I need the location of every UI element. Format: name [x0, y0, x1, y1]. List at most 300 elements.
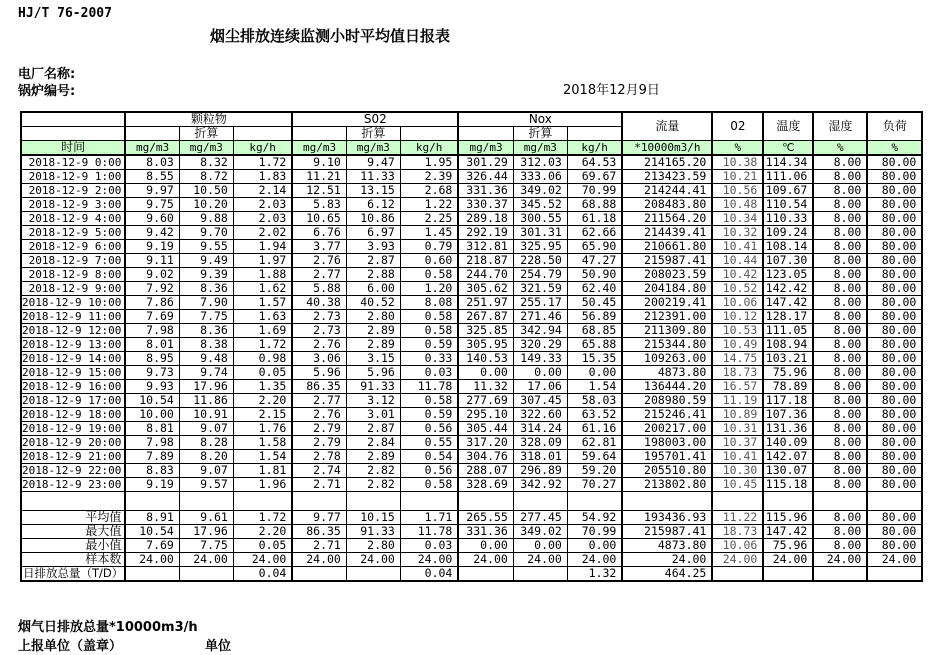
data-cell: 24.00 — [233, 553, 292, 567]
unit-pm-mgm3: mg/m3 — [125, 141, 179, 156]
data-cell: 195701.41 — [622, 450, 712, 464]
table-row — [21, 310, 922, 324]
data-cell: 2.20 — [233, 525, 292, 539]
data-cell: 8.08 — [400, 296, 458, 310]
data-cell — [813, 567, 867, 582]
data-cell: 70.99 — [567, 184, 622, 198]
data-cell: 15.35 — [567, 352, 622, 366]
table-row — [21, 268, 922, 282]
row-label: 2018-12-9 0:00 — [21, 155, 125, 170]
data-cell: 11.22 — [712, 511, 763, 525]
data-cell: 10.30 — [712, 464, 763, 478]
data-cell: 109.24 — [763, 226, 813, 240]
data-cell: 2.89 — [346, 324, 400, 338]
unit-nox-converted-mgm3: mg/m3 — [513, 141, 567, 156]
data-cell: 80.00 — [867, 394, 922, 408]
data-cell: 1.35 — [233, 380, 292, 394]
data-cell: 107.30 — [763, 254, 813, 268]
data-cell: 0.58 — [400, 394, 458, 408]
data-cell: 70.99 — [567, 525, 622, 539]
data-cell: 2.80 — [346, 539, 400, 553]
data-cell: 304.76 — [458, 450, 513, 464]
data-cell: 7.86 — [125, 296, 179, 310]
data-cell: 80.00 — [867, 198, 922, 212]
table-row — [21, 240, 922, 254]
data-cell: 24.00 — [622, 553, 712, 567]
data-cell — [292, 492, 346, 511]
data-cell: 7.75 — [179, 539, 233, 553]
col-header-o2: 02 — [712, 112, 763, 141]
data-cell: 2.87 — [346, 254, 400, 268]
data-cell: 0.00 — [567, 366, 622, 380]
table-row — [21, 408, 922, 422]
col-group-nox: Nox — [458, 112, 622, 127]
data-cell: 0.04 — [400, 567, 458, 582]
row-label: 最小值 — [21, 539, 125, 553]
data-cell: 296.89 — [513, 464, 567, 478]
data-cell: 1.96 — [233, 478, 292, 492]
data-cell: 2.73 — [292, 324, 346, 338]
table-row — [21, 380, 922, 394]
data-cell: 111.05 — [763, 324, 813, 338]
data-cell: 40.38 — [292, 296, 346, 310]
data-cell: 288.07 — [458, 464, 513, 478]
data-cell: 10.12 — [712, 310, 763, 324]
data-cell: 8.00 — [813, 212, 867, 226]
data-cell: 56.89 — [567, 310, 622, 324]
data-cell: 8.81 — [125, 422, 179, 436]
data-cell: 0.60 — [400, 254, 458, 268]
data-cell — [400, 492, 458, 511]
data-cell: 2.15 — [233, 408, 292, 422]
data-cell: 228.50 — [513, 254, 567, 268]
data-cell: 11.19 — [712, 394, 763, 408]
corner-cell — [21, 112, 125, 127]
data-cell: 8.00 — [813, 422, 867, 436]
data-cell: 305.44 — [458, 422, 513, 436]
data-cell: 193436.93 — [622, 511, 712, 525]
data-cell: 318.01 — [513, 450, 567, 464]
data-cell: 8.00 — [813, 366, 867, 380]
data-cell: 325.85 — [458, 324, 513, 338]
data-cell: 215987.41 — [622, 254, 712, 268]
table-row — [21, 366, 922, 380]
data-cell: 2.77 — [292, 268, 346, 282]
data-cell: 342.94 — [513, 324, 567, 338]
data-cell: 212391.00 — [622, 310, 712, 324]
data-cell: 10.86 — [346, 212, 400, 226]
data-cell: 110.33 — [763, 212, 813, 226]
data-cell: 312.81 — [458, 240, 513, 254]
data-cell — [179, 567, 233, 582]
data-cell: 17.96 — [179, 525, 233, 539]
data-cell: 0.55 — [400, 436, 458, 450]
data-cell: 2.89 — [346, 338, 400, 352]
data-cell: 8.83 — [125, 464, 179, 478]
data-cell: 8.95 — [125, 352, 179, 366]
data-cell — [622, 492, 712, 511]
data-cell: 8.00 — [813, 324, 867, 338]
row-label: 2018-12-9 18:00 — [21, 408, 125, 422]
data-cell: 9.19 — [125, 240, 179, 254]
data-cell: 24.00 — [712, 553, 763, 567]
data-cell: 80.00 — [867, 212, 922, 226]
data-cell: 24.00 — [567, 553, 622, 567]
data-cell: 0.58 — [400, 268, 458, 282]
table-row — [21, 352, 922, 366]
data-cell: 9.57 — [179, 478, 233, 492]
data-cell: 1.72 — [233, 511, 292, 525]
data-cell: 80.00 — [867, 254, 922, 268]
empty-cell — [400, 127, 458, 141]
unit-o2-percent: % — [712, 141, 763, 156]
data-cell: 1.45 — [400, 226, 458, 240]
data-cell: 24.00 — [458, 553, 513, 567]
data-cell: 314.24 — [513, 422, 567, 436]
data-cell: 59.20 — [567, 464, 622, 478]
units-row — [21, 141, 922, 156]
data-cell: 16.57 — [712, 380, 763, 394]
data-cell: 2.76 — [292, 338, 346, 352]
data-cell: 330.37 — [458, 198, 513, 212]
data-cell: 1.94 — [233, 240, 292, 254]
summary-row — [21, 539, 922, 553]
data-cell: 0.59 — [400, 338, 458, 352]
data-cell: 10.06 — [712, 296, 763, 310]
data-cell: 8.72 — [179, 170, 233, 184]
data-cell: 0.00 — [513, 366, 567, 380]
data-cell: 1.97 — [233, 254, 292, 268]
data-cell: 214244.41 — [622, 184, 712, 198]
row-label: 2018-12-9 12:00 — [21, 324, 125, 338]
data-cell: 8.38 — [179, 338, 233, 352]
data-cell: 2.82 — [346, 464, 400, 478]
data-cell: 114.34 — [763, 155, 813, 170]
data-cell: 17.96 — [179, 380, 233, 394]
data-cell: 5.96 — [346, 366, 400, 380]
data-cell: 62.81 — [567, 436, 622, 450]
data-cell: 305.62 — [458, 282, 513, 296]
empty-cell — [292, 127, 346, 141]
data-cell: 0.59 — [400, 408, 458, 422]
data-cell: 8.00 — [813, 478, 867, 492]
data-cell: 10.65 — [292, 212, 346, 226]
data-cell: 8.00 — [813, 525, 867, 539]
data-cell — [867, 492, 922, 511]
col-header-temperature: 温度 — [763, 112, 813, 141]
row-label: 2018-12-9 4:00 — [21, 212, 125, 226]
page-title: 烟尘排放连续监测小时平均值日报表 — [209, 27, 450, 45]
data-cell: 2.78 — [292, 450, 346, 464]
summary-row — [21, 511, 922, 525]
row-label: 2018-12-9 9:00 — [21, 282, 125, 296]
data-cell: 107.36 — [763, 408, 813, 422]
data-cell: 86.35 — [292, 525, 346, 539]
summary-row — [21, 525, 922, 539]
data-cell: 8.00 — [813, 310, 867, 324]
data-cell: 80.00 — [867, 155, 922, 170]
data-cell: 149.33 — [513, 352, 567, 366]
row-label: 2018-12-9 19:00 — [21, 422, 125, 436]
data-cell: 10.50 — [179, 184, 233, 198]
row-label: 2018-12-9 23:00 — [21, 478, 125, 492]
data-cell: 8.01 — [125, 338, 179, 352]
data-cell — [712, 567, 763, 582]
data-cell: 147.42 — [763, 296, 813, 310]
row-label — [21, 492, 125, 511]
data-cell: 2.71 — [292, 539, 346, 553]
data-cell: 0.04 — [233, 567, 292, 582]
data-cell: 5.88 — [292, 282, 346, 296]
col-header-humidity: 湿度 — [813, 112, 867, 141]
data-cell: 214165.20 — [622, 155, 712, 170]
data-cell — [712, 492, 763, 511]
data-cell: 349.02 — [513, 525, 567, 539]
data-cell: 24.00 — [179, 553, 233, 567]
data-cell: 10.20 — [179, 198, 233, 212]
data-cell: 10.48 — [712, 198, 763, 212]
data-cell — [867, 567, 922, 582]
data-cell: 2.80 — [346, 310, 400, 324]
data-cell: 2.74 — [292, 464, 346, 478]
data-cell: 200219.41 — [622, 296, 712, 310]
data-cell: 1.72 — [233, 338, 292, 352]
col-subheader-converted-pm: 折算 — [179, 127, 233, 141]
data-cell: 50.45 — [567, 296, 622, 310]
table-row — [21, 155, 922, 170]
data-cell: 244.70 — [458, 268, 513, 282]
row-label: 2018-12-9 1:00 — [21, 170, 125, 184]
data-cell: 9.19 — [125, 478, 179, 492]
data-cell: 8.00 — [813, 539, 867, 553]
reporting-unit-label: 上报单位（盖章） — [18, 639, 123, 654]
data-cell: 208483.80 — [622, 198, 712, 212]
data-cell: 7.69 — [125, 539, 179, 553]
data-cell: 80.00 — [867, 422, 922, 436]
data-cell: 80.00 — [867, 464, 922, 478]
data-cell: 0.05 — [233, 539, 292, 553]
data-cell: 136444.20 — [622, 380, 712, 394]
data-cell: 110.54 — [763, 198, 813, 212]
data-cell: 10.15 — [346, 511, 400, 525]
data-cell: 1.22 — [400, 198, 458, 212]
data-cell: 2.02 — [233, 226, 292, 240]
data-cell: 218.87 — [458, 254, 513, 268]
data-cell: 108.94 — [763, 338, 813, 352]
data-cell: 9.48 — [179, 352, 233, 366]
data-cell: 10.41 — [712, 240, 763, 254]
report-date: 2018年12月9日 — [563, 83, 660, 98]
row-label: 2018-12-9 16:00 — [21, 380, 125, 394]
data-cell — [567, 492, 622, 511]
data-cell: 9.10 — [292, 155, 346, 170]
data-cell: 80.00 — [867, 478, 922, 492]
data-cell: 2.39 — [400, 170, 458, 184]
data-cell: 7.89 — [125, 450, 179, 464]
data-cell: 8.20 — [179, 450, 233, 464]
unit-temperature-celsius: ℃ — [763, 141, 813, 156]
data-cell: 8.00 — [813, 464, 867, 478]
data-cell: 2.84 — [346, 436, 400, 450]
data-cell: 0.05 — [233, 366, 292, 380]
data-cell: 130.07 — [763, 464, 813, 478]
col-header-flow: 流量 — [622, 112, 712, 141]
data-cell: 75.96 — [763, 539, 813, 553]
data-cell: 6.12 — [346, 198, 400, 212]
data-cell: 24.00 — [867, 553, 922, 567]
data-cell: 65.88 — [567, 338, 622, 352]
row-label: 2018-12-9 3:00 — [21, 198, 125, 212]
data-cell: 80.00 — [867, 184, 922, 198]
data-cell: 1.76 — [233, 422, 292, 436]
data-cell: 10.32 — [712, 226, 763, 240]
data-cell: 80.00 — [867, 380, 922, 394]
data-cell: 9.75 — [125, 198, 179, 212]
data-cell: 289.18 — [458, 212, 513, 226]
data-cell: 9.11 — [125, 254, 179, 268]
data-cell: 1.83 — [233, 170, 292, 184]
data-cell: 8.03 — [125, 155, 179, 170]
data-cell: 5.83 — [292, 198, 346, 212]
data-cell: 265.55 — [458, 511, 513, 525]
data-cell: 58.03 — [567, 394, 622, 408]
data-cell: 80.00 — [867, 324, 922, 338]
data-cell: 305.95 — [458, 338, 513, 352]
data-cell: 198003.00 — [622, 436, 712, 450]
data-cell: 80.00 — [867, 338, 922, 352]
table-row — [21, 282, 922, 296]
data-cell: 80.00 — [867, 450, 922, 464]
data-cell: 464.25 — [622, 567, 712, 582]
data-cell: 1.72 — [233, 155, 292, 170]
empty-cell — [233, 127, 292, 141]
row-label: 2018-12-9 7:00 — [21, 254, 125, 268]
table-row — [21, 478, 922, 492]
table-row — [21, 394, 922, 408]
data-cell: 1.54 — [567, 380, 622, 394]
data-cell: 109.67 — [763, 184, 813, 198]
data-cell — [125, 567, 179, 582]
data-cell: 64.53 — [567, 155, 622, 170]
data-cell: 2.76 — [292, 254, 346, 268]
data-cell: 8.00 — [813, 394, 867, 408]
data-cell: 7.69 — [125, 310, 179, 324]
data-cell: 9.39 — [179, 268, 233, 282]
data-cell: 8.00 — [813, 155, 867, 170]
data-cell: 331.36 — [458, 184, 513, 198]
data-cell: 9.73 — [125, 366, 179, 380]
row-label: 2018-12-9 17:00 — [21, 394, 125, 408]
data-cell: 80.00 — [867, 296, 922, 310]
data-cell: 9.60 — [125, 212, 179, 226]
unit-humidity-percent: % — [813, 141, 867, 156]
data-cell: 2.87 — [346, 422, 400, 436]
data-cell: 59.64 — [567, 450, 622, 464]
data-cell: 6.97 — [346, 226, 400, 240]
data-cell: 24.00 — [813, 553, 867, 567]
data-cell: 0.00 — [567, 539, 622, 553]
data-cell: 8.36 — [179, 324, 233, 338]
data-cell: 61.16 — [567, 422, 622, 436]
plant-name-label: 电厂名称: — [18, 67, 76, 82]
data-cell: 8.00 — [813, 254, 867, 268]
data-cell: 80.00 — [867, 268, 922, 282]
data-cell: 213802.80 — [622, 478, 712, 492]
data-cell: 292.19 — [458, 226, 513, 240]
data-cell: 307.45 — [513, 394, 567, 408]
row-label: 样本数 — [21, 553, 125, 567]
row-label: 最大值 — [21, 525, 125, 539]
data-cell: 12.51 — [292, 184, 346, 198]
unit-nox-kgh: kg/h — [567, 141, 622, 156]
data-cell: 11.86 — [179, 394, 233, 408]
data-cell: 0.03 — [400, 366, 458, 380]
row-label: 2018-12-9 5:00 — [21, 226, 125, 240]
data-cell: 8.00 — [813, 184, 867, 198]
data-cell: 2.14 — [233, 184, 292, 198]
data-cell — [179, 492, 233, 511]
data-cell: 2.25 — [400, 212, 458, 226]
data-cell: 24.00 — [513, 553, 567, 567]
data-cell: 10.54 — [125, 394, 179, 408]
data-cell: 8.00 — [813, 282, 867, 296]
table-row — [21, 184, 922, 198]
data-cell: 301.31 — [513, 226, 567, 240]
data-cell: 8.00 — [813, 170, 867, 184]
data-cell: 115.18 — [763, 478, 813, 492]
data-cell: 80.00 — [867, 525, 922, 539]
unit-load-percent: % — [867, 141, 922, 156]
data-cell: 13.15 — [346, 184, 400, 198]
row-label: 2018-12-9 14:00 — [21, 352, 125, 366]
data-cell: 80.00 — [867, 408, 922, 422]
data-cell: 205510.80 — [622, 464, 712, 478]
col-header-load: 负荷 — [867, 112, 922, 141]
data-cell — [125, 492, 179, 511]
data-cell: 8.32 — [179, 155, 233, 170]
data-cell: 86.35 — [292, 380, 346, 394]
data-cell: 4873.80 — [622, 366, 712, 380]
data-cell — [458, 567, 513, 582]
data-cell: 8.55 — [125, 170, 179, 184]
table-row — [21, 296, 922, 310]
data-cell: 255.17 — [513, 296, 567, 310]
data-cell: 68.88 — [567, 198, 622, 212]
data-cell: 50.90 — [567, 268, 622, 282]
data-cell: 10.91 — [179, 408, 233, 422]
data-cell: 61.18 — [567, 212, 622, 226]
row-label: 2018-12-9 6:00 — [21, 240, 125, 254]
data-cell: 2.71 — [292, 478, 346, 492]
data-cell: 8.91 — [125, 511, 179, 525]
empty-cell — [21, 127, 125, 141]
data-cell: 1.20 — [400, 282, 458, 296]
data-cell: 111.06 — [763, 170, 813, 184]
row-label: 2018-12-9 2:00 — [21, 184, 125, 198]
data-cell: 1.62 — [233, 282, 292, 296]
data-cell: 18.73 — [712, 525, 763, 539]
empty-cell — [567, 127, 622, 141]
data-cell: 333.06 — [513, 170, 567, 184]
data-cell: 10.53 — [712, 324, 763, 338]
data-cell: 208980.59 — [622, 394, 712, 408]
data-cell: 215987.41 — [622, 525, 712, 539]
data-cell: 80.00 — [867, 170, 922, 184]
data-cell: 24.00 — [346, 553, 400, 567]
data-cell: 7.98 — [125, 324, 179, 338]
data-cell: 70.27 — [567, 478, 622, 492]
data-cell: 322.60 — [513, 408, 567, 422]
